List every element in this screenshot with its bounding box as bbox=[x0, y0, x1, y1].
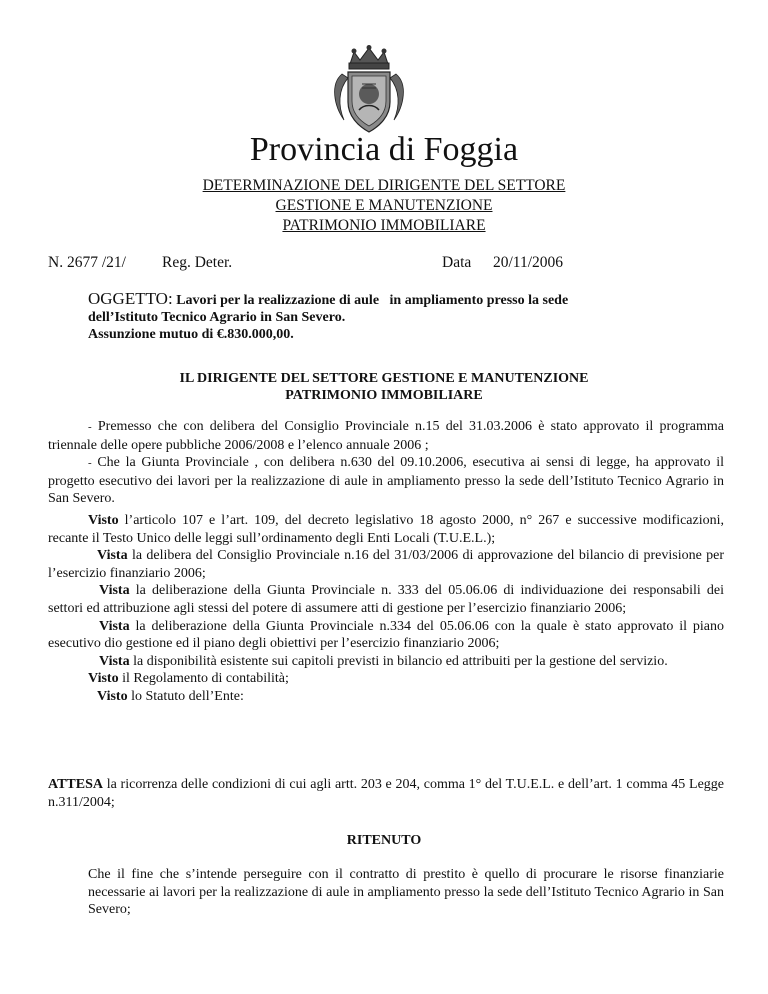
date-label: Data bbox=[442, 254, 472, 271]
register-label: Reg. Deter. bbox=[162, 254, 233, 271]
oggetto-line-2: dell’Istituto Tecnico Agrario in San Severo. bbox=[88, 310, 346, 325]
premessa-paragraph: - Che la Giunta Provinciale , con delibera n.630 del 09.10.2006, esecutiva ai sensi di legge, ha approvato il progetto esecutivo dei lavori per la realizzazione di aule in ampliamento presso la sede dell’Istituto Tecnico Agrario in San Severo. bbox=[48, 455, 724, 507]
ritenuto-heading: RITENUTO bbox=[346, 833, 422, 848]
premessa-paragraph: - Premesso che con delibera del Consiglio Provinciale n.15 del 31.03.2006 è stato approvato il programma triennale delle opere pubbliche 2006/2008 e l’elenco annuale 2006 ; bbox=[48, 419, 725, 453]
date-value: 20/11/2006 bbox=[493, 254, 564, 271]
attesa-section bbox=[48, 776, 724, 811]
visto-paragraph: Vista la delibera del Consiglio Provinciale n.16 del 31/03/2006 di approvazione del bilancio di previsione per l’esercizio finanziario 2006; bbox=[48, 548, 725, 581]
visto-paragraph: Vista la deliberazione della Giunta Provinciale n. 333 del 05.06.06 di individuazione dei responsabili dei settori ed attribuzione agli stessi del potere di assumere atti di gestione per l’esercizio finanziario 2006; bbox=[48, 583, 724, 616]
dirigente-heading-2: PATRIMONIO IMMOBILIARE bbox=[285, 388, 483, 403]
visto-paragraph: Vista la disponibilità esistente sui capitoli previsti in bilancio ed attribuiti per la gestione del servizio. bbox=[99, 653, 668, 669]
oggetto-label: OGGETTO: bbox=[88, 289, 173, 308]
determination-number: N. 2677 /21/ bbox=[48, 254, 126, 271]
page-title: Provincia di Foggia bbox=[249, 131, 519, 168]
oggetto-line-3: Assunzione mutuo di €.830.000,00. bbox=[88, 327, 294, 342]
coat-of-arms-icon bbox=[328, 44, 410, 136]
visto-paragraph: Vista la deliberazione della Giunta Provinciale n.334 del 05.06.06 con la quale è stato approvato il piano esecutivo dio gestione ed il piano degli obiettivi per l’esercizio finanziario 2006; bbox=[48, 618, 724, 652]
visto-paragraph: Visto il Regolamento di contabilità; bbox=[88, 671, 289, 687]
ritenuto-paragraph: Che il fine che s’intende perseguire con il contratto di prestito è quello di procurare le risorse finanziarie necessarie ai lavori per la realizzazione di aule in ampliamento presso la sede dell’Istituto Tecnico Agrario in San Severo; bbox=[88, 867, 724, 918]
dirigente-heading-1: IL DIRIGENTE DEL SETTORE GESTIONE E MANUTENZIONE bbox=[179, 371, 589, 386]
oggetto-line-1: Lavori per la realizzazione di aule in ampliamento presso la sede bbox=[176, 293, 569, 308]
visti-section bbox=[48, 512, 724, 706]
oggetto-block bbox=[88, 290, 698, 343]
attesa-paragraph: ATTESA la ricorrenza delle condizioni di cui agli artt. 203 e 204, comma 1° del T.U.E.L. e dell’art. 1 comma 45 Legge n.311/2004; bbox=[48, 777, 725, 810]
subtitle-line-2: GESTIONE E MANUTENZIONE bbox=[275, 197, 493, 214]
subtitle-line-3: PATRIMONIO IMMOBILIARE bbox=[282, 217, 486, 234]
visto-paragraph: Visto lo Statuto dell’Ente: bbox=[97, 688, 244, 704]
premesse-section bbox=[48, 418, 724, 508]
subtitle-line-1: DETERMINAZIONE DEL DIRIGENTE DEL SETTORE bbox=[202, 177, 566, 194]
visto-paragraph: Visto l’articolo 107 e l’art. 109, del decreto legislativo 18 agosto 2000, n° 267 e successive modificazioni, recante il Testo Unico delle leggi sull’ordinamento degli Enti Locali (T.U.E.L.); bbox=[48, 513, 724, 546]
